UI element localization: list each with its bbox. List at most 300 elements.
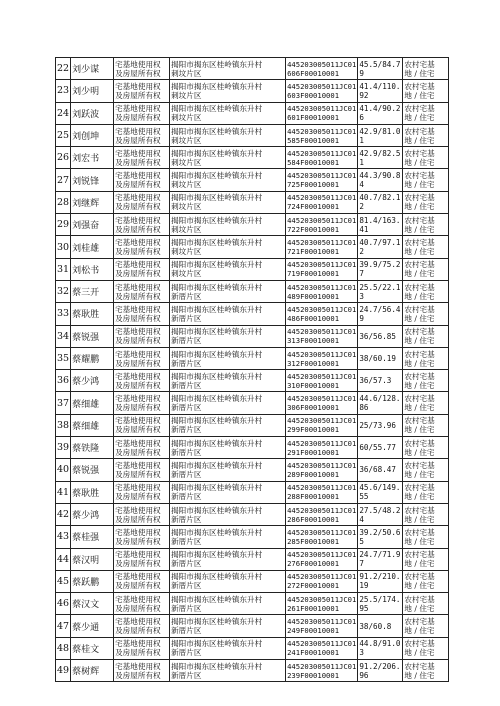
location: 揭阳市揭东区桂岭镇东升村 新厝片区 <box>171 438 263 457</box>
land-use: 农村宅基 地 / 住宅 <box>404 148 435 167</box>
unit-code-cell <box>286 325 358 347</box>
location-cell <box>170 236 286 258</box>
right-type-cell <box>114 526 170 548</box>
unit-code-cell <box>286 481 358 503</box>
owner-name-cell <box>71 58 114 80</box>
right-type: 宅基地使用权 及房屋所有权 <box>115 104 161 123</box>
row-number: 35 <box>57 353 70 364</box>
row-number: 41 <box>57 486 70 498</box>
owner-name: 蔡耿胜 <box>72 488 100 499</box>
location-cell <box>170 637 286 659</box>
area-value: 24.7/56.4 9 <box>359 304 401 323</box>
right-type: 宅基地使用权 及房屋所有权 <box>115 460 161 479</box>
area-value: 38/60.19 <box>359 354 396 363</box>
unit-code-cell <box>286 637 358 659</box>
table-row <box>56 236 449 258</box>
row-number: 29 <box>57 219 70 231</box>
right-type: 宅基地使用权 及房屋所有权 <box>115 639 161 658</box>
area-value: 25.5/22.1 3 <box>359 282 401 301</box>
table-row <box>56 637 449 659</box>
location: 揭阳市揭东区桂岭镇东升村 新厝片区 <box>171 661 263 680</box>
owner-name: 蔡耿胜 <box>72 310 100 321</box>
area-value-cell <box>358 481 403 503</box>
area-value: 42.9/82.5 1 <box>359 148 401 167</box>
land-use: 农村宅基 地 / 住宅 <box>404 193 435 212</box>
unit-code: 445203005011JC01 601F00010001 <box>287 104 357 123</box>
table-row <box>56 102 449 124</box>
location: 揭阳市揭东区桂岭镇东升村 新厝片区 <box>171 460 263 479</box>
unit-code-cell <box>286 58 358 80</box>
right-type: 宅基地使用权 及房屋所有权 <box>115 661 161 680</box>
area-value-cell <box>358 414 403 436</box>
owner-name: 刘少明 <box>72 87 100 98</box>
land-use-cell <box>403 637 449 659</box>
owner-name-cell <box>71 459 114 481</box>
area-value-cell <box>358 124 403 146</box>
right-type-cell <box>114 548 170 570</box>
area-value: 91.2/210. 19 <box>359 572 401 591</box>
location: 揭阳市揭东区桂岭镇东升村 新厝片区 <box>171 327 263 346</box>
location-cell <box>170 258 286 280</box>
land-use: 农村宅基 地 / 住宅 <box>404 416 435 435</box>
land-use-cell <box>403 169 449 191</box>
area-value: 36/68.47 <box>359 465 396 475</box>
land-use: 农村宅基 地 / 住宅 <box>404 594 435 613</box>
row-number-cell <box>56 637 71 659</box>
row-number-cell <box>56 615 71 637</box>
location-cell <box>170 124 286 146</box>
unit-code-cell <box>286 370 358 392</box>
right-type-cell <box>114 503 170 525</box>
row-number-cell <box>56 370 71 392</box>
area-value-cell <box>358 593 403 615</box>
location: 揭阳市揭东区桂岭镇东升村 刺坟片区 <box>171 260 263 279</box>
unit-code: 445203005011JC01 584F00010001 <box>287 148 357 167</box>
row-number: 39 <box>57 442 70 454</box>
unit-code-cell <box>286 214 358 236</box>
row-number-cell <box>56 258 71 280</box>
right-type-cell <box>114 191 170 213</box>
right-type-cell <box>114 437 170 459</box>
row-number: 27 <box>57 174 70 186</box>
land-use: 农村宅基 地 / 住宅 <box>404 617 435 636</box>
right-type: 宅基地使用权 及房屋所有权 <box>115 215 161 234</box>
unit-code-cell <box>286 191 358 213</box>
land-use-cell <box>403 459 449 481</box>
unit-code-cell <box>286 593 358 615</box>
land-use-cell <box>403 593 449 615</box>
land-use: 农村宅基 地 / 住宅 <box>404 661 435 680</box>
owner-name-cell <box>71 392 114 414</box>
area-value-cell <box>358 147 403 169</box>
land-use-cell <box>403 325 449 347</box>
right-type: 宅基地使用权 及房屋所有权 <box>115 193 161 212</box>
table-row <box>56 124 449 146</box>
owner-name-cell <box>71 437 114 459</box>
area-value-cell <box>358 370 403 392</box>
row-number-cell <box>56 325 71 347</box>
land-use: 农村宅基 地 / 住宅 <box>404 327 435 346</box>
row-number-cell <box>56 660 71 682</box>
right-type-cell <box>114 124 170 146</box>
unit-code: 445203005011JC01 722F00010001 <box>287 215 357 234</box>
location: 揭阳市揭东区桂岭镇东升村 新厝片区 <box>171 527 263 546</box>
area-value-cell <box>358 325 403 347</box>
unit-code: 445203005011JC01 299F00010001 <box>287 416 357 435</box>
right-type-cell <box>114 280 170 302</box>
location-cell <box>170 459 286 481</box>
row-number-cell <box>56 459 71 481</box>
row-number-cell <box>56 503 71 525</box>
table-row <box>56 280 449 302</box>
owner-name-cell <box>71 570 114 592</box>
area-value: 45.6/149. 55 <box>359 483 401 502</box>
unit-code: 445203005011JC01 249F00010001 <box>287 617 357 636</box>
land-use-cell <box>403 191 449 213</box>
land-use: 农村宅基 地 / 住宅 <box>404 238 435 257</box>
row-number: 26 <box>57 152 70 164</box>
location: 揭阳市揭东区桂岭镇东升村 新厝片区 <box>171 505 263 524</box>
right-type-cell <box>114 102 170 124</box>
table-row <box>56 570 449 592</box>
area-value-cell <box>358 214 403 236</box>
row-number: 42 <box>57 509 70 521</box>
land-use-cell <box>403 481 449 503</box>
table-row <box>56 615 449 637</box>
unit-code: 445203005011JC01 603F00010001 <box>287 81 357 100</box>
area-value-cell <box>358 169 403 191</box>
owner-name-cell <box>71 548 114 570</box>
location: 揭阳市揭东区桂岭镇东升村 刺坟片区 <box>171 148 263 167</box>
land-use-cell <box>403 392 449 414</box>
table-row <box>56 660 449 682</box>
location-cell <box>170 58 286 80</box>
table-row <box>56 370 449 392</box>
area-value: 24.7/71.9 7 <box>359 550 401 569</box>
area-value: 81.4/163. 41 <box>359 215 401 234</box>
table-row <box>56 80 449 102</box>
owner-name-cell <box>71 191 114 213</box>
unit-code: 445203005011JC01 291F00010001 <box>287 438 357 457</box>
row-number-cell <box>56 214 71 236</box>
location: 揭阳市揭东区桂岭镇东升村 新厝片区 <box>171 483 263 502</box>
unit-code-cell <box>286 414 358 436</box>
unit-code: 445203005011JC01 724F00010001 <box>287 193 357 212</box>
table-row <box>56 526 449 548</box>
location: 揭阳市揭东区桂岭镇东升村 新厝片区 <box>171 639 263 658</box>
unit-code: 445203005011JC01 585F00010001 <box>287 126 357 145</box>
right-type-cell <box>114 214 170 236</box>
owner-name-cell <box>71 169 114 191</box>
row-number-cell <box>56 280 71 302</box>
right-type-cell <box>114 58 170 80</box>
area-value-cell <box>358 459 403 481</box>
area-value-cell <box>358 526 403 548</box>
owner-name: 蔡桂强 <box>72 533 100 544</box>
right-type-cell <box>114 258 170 280</box>
unit-code: 445203005011JC01 721F00010001 <box>287 238 357 257</box>
table-row <box>56 258 449 280</box>
land-use: 农村宅基 地 / 住宅 <box>404 282 435 301</box>
row-number: 36 <box>57 375 70 387</box>
row-number: 47 <box>57 620 70 632</box>
land-use-cell <box>403 258 449 280</box>
row-number: 37 <box>57 397 70 409</box>
area-value: 44.8/91.0 3 <box>359 639 401 658</box>
row-number-cell <box>56 236 71 258</box>
right-type-cell <box>114 392 170 414</box>
right-type: 宅基地使用权 及房屋所有权 <box>115 394 161 413</box>
location-cell <box>170 147 286 169</box>
area-value: 40.7/82.1 2 <box>359 193 401 212</box>
location: 揭阳市揭东区桂岭镇东升村 刺坟片区 <box>171 59 263 78</box>
area-value-cell <box>358 191 403 213</box>
row-number: 32 <box>57 286 70 298</box>
unit-code: 445203005011JC01 285F00010001 <box>287 527 357 546</box>
land-use-cell <box>403 526 449 548</box>
location: 揭阳市揭东区桂岭镇东升村 新厝片区 <box>171 617 263 636</box>
location-cell <box>170 392 286 414</box>
unit-code: 445203005011JC01 272F00010001 <box>287 572 357 591</box>
area-value-cell <box>358 548 403 570</box>
unit-code: 445203005011JC01 261F00010001 <box>287 594 357 613</box>
owner-name: 蔡少通 <box>72 622 100 633</box>
owner-name: 蔡桂文 <box>72 644 100 655</box>
area-value: 25.5/174. 95 <box>359 594 401 613</box>
right-type-cell <box>114 660 170 682</box>
owner-name-cell <box>71 503 114 525</box>
location: 揭阳市揭东区桂岭镇东升村 刺坟片区 <box>171 193 263 212</box>
table-row <box>56 347 449 369</box>
right-type: 宅基地使用权 及房屋所有权 <box>115 238 161 257</box>
right-type-cell <box>114 325 170 347</box>
right-type-cell <box>114 593 170 615</box>
area-value-cell <box>358 347 403 369</box>
land-use: 农村宅基 地 / 住宅 <box>404 349 435 368</box>
row-number: 25 <box>57 130 70 142</box>
right-type: 宅基地使用权 及房屋所有权 <box>115 438 161 457</box>
land-use-cell <box>403 660 449 682</box>
location: 揭阳市揭东区桂岭镇东升村 新厝片区 <box>171 550 263 569</box>
owner-name: 蔡三开 <box>72 288 100 299</box>
row-number-cell <box>56 593 71 615</box>
row-number: 48 <box>57 642 70 654</box>
area-value: 36/57.3 <box>359 376 392 386</box>
location-cell <box>170 660 286 682</box>
unit-code-cell <box>286 280 358 302</box>
row-number: 31 <box>57 263 70 275</box>
location: 揭阳市揭东区桂岭镇东升村 刺坟片区 <box>171 215 263 234</box>
unit-code-cell <box>286 124 358 146</box>
owner-name-cell <box>71 347 114 369</box>
area-value: 44.3/90.8 4 <box>359 171 401 190</box>
owner-name: 蔡细雄 <box>72 421 100 432</box>
right-type-cell <box>114 169 170 191</box>
location: 揭阳市揭东区桂岭镇东升村 新厝片区 <box>171 282 263 301</box>
land-use-cell <box>403 548 449 570</box>
row-number: 38 <box>57 419 70 431</box>
area-value: 25/73.96 <box>359 420 396 430</box>
area-value: 27.5/48.2 4 <box>359 505 401 524</box>
unit-code: 445203005011JC01 606F00010001 <box>287 59 357 78</box>
land-use: 农村宅基 地 / 住宅 <box>404 460 435 479</box>
land-use-cell <box>403 214 449 236</box>
owner-name: 蔡耀鹏 <box>72 355 100 365</box>
location: 揭阳市揭东区桂岭镇东升村 新厝片区 <box>171 572 263 591</box>
unit-code-cell <box>286 169 358 191</box>
owner-name-cell <box>71 526 114 548</box>
land-use: 农村宅基 地 / 住宅 <box>404 260 435 279</box>
row-number-cell <box>56 147 71 169</box>
right-type: 宅基地使用权 及房屋所有权 <box>115 617 161 636</box>
right-type: 宅基地使用权 及房屋所有权 <box>115 59 161 78</box>
right-type-cell <box>114 481 170 503</box>
owner-name-cell <box>71 147 114 169</box>
table-row <box>56 214 449 236</box>
area-value-cell <box>358 503 403 525</box>
location: 揭阳市揭东区桂岭镇东升村 刺坟片区 <box>171 104 263 123</box>
owner-name: 蔡树辉 <box>72 667 100 678</box>
owner-name-cell <box>71 102 114 124</box>
land-use-cell <box>403 303 449 325</box>
owner-name-cell <box>71 660 114 682</box>
row-number-cell <box>56 80 71 102</box>
land-use-cell <box>403 124 449 146</box>
owner-name: 刘松书 <box>72 265 100 276</box>
row-number: 46 <box>57 598 70 610</box>
right-type: 宅基地使用权 及房屋所有权 <box>115 550 161 569</box>
right-type: 宅基地使用权 及房屋所有权 <box>115 527 161 546</box>
right-type: 宅基地使用权 及房屋所有权 <box>115 349 161 368</box>
location-cell <box>170 593 286 615</box>
unit-code: 445203005011JC01 486F00010001 <box>287 304 357 323</box>
land-use-cell <box>403 615 449 637</box>
right-type: 宅基地使用权 及房屋所有权 <box>115 126 161 145</box>
area-value: 39.2/50.6 5 <box>359 527 401 546</box>
row-number: 24 <box>57 107 70 119</box>
area-value-cell <box>358 303 403 325</box>
owner-name: 刘创坤 <box>72 132 100 143</box>
unit-code-cell <box>286 102 358 124</box>
unit-code-cell <box>286 437 358 459</box>
owner-name: 蔡少鸿 <box>72 377 100 388</box>
location-cell <box>170 80 286 102</box>
right-type: 宅基地使用权 及房屋所有权 <box>115 148 161 167</box>
location-cell <box>170 347 286 369</box>
unit-code: 445203005011JC01 719F00010001 <box>287 260 357 279</box>
area-value: 36/56.85 <box>359 331 396 341</box>
table-row <box>56 303 449 325</box>
owner-name: 刘锐锋 <box>72 176 100 187</box>
location: 揭阳市揭东区桂岭镇东升村 刺坟片区 <box>171 126 263 145</box>
owner-name-cell <box>71 124 114 146</box>
land-use-cell <box>403 570 449 592</box>
right-type-cell <box>114 236 170 258</box>
location-cell <box>170 370 286 392</box>
right-type-cell <box>114 147 170 169</box>
area-value-cell <box>358 437 403 459</box>
unit-code: 445203005011JC01 241F00010001 <box>287 639 357 658</box>
area-value-cell <box>358 660 403 682</box>
land-use-cell <box>403 58 449 80</box>
land-use: 农村宅基 地 / 住宅 <box>404 572 435 591</box>
row-number-cell <box>56 392 71 414</box>
unit-code-cell <box>286 526 358 548</box>
right-type: 宅基地使用权 及房屋所有权 <box>115 572 161 591</box>
area-value-cell <box>358 570 403 592</box>
area-value: 41.4/110. 92 <box>359 81 401 100</box>
owner-name-cell <box>71 637 114 659</box>
location-cell <box>170 303 286 325</box>
row-number-cell <box>56 303 71 325</box>
row-number: 45 <box>57 575 70 587</box>
location-cell <box>170 437 286 459</box>
right-type: 宅基地使用权 及房屋所有权 <box>115 505 161 524</box>
land-use: 农村宅基 地 / 住宅 <box>404 126 435 145</box>
unit-code-cell <box>286 548 358 570</box>
land-use: 农村宅基 地 / 住宅 <box>404 438 435 457</box>
area-value-cell <box>358 392 403 414</box>
table-row <box>56 459 449 481</box>
owner-name: 刘桂雄 <box>72 243 100 254</box>
owner-name-cell <box>71 370 114 392</box>
right-type-cell <box>114 615 170 637</box>
table-row <box>56 437 449 459</box>
unit-code-cell <box>286 392 358 414</box>
area-value: 91.2/206. 96 <box>359 661 401 680</box>
land-use-cell <box>403 347 449 369</box>
owner-name-cell <box>71 258 114 280</box>
land-use-cell <box>403 80 449 102</box>
area-value-cell <box>358 637 403 659</box>
row-number-cell <box>56 58 71 80</box>
unit-code: 445203005011JC01 276F00010001 <box>287 550 357 569</box>
area-value: 38/60.8 <box>359 621 392 631</box>
row-number-cell <box>56 414 71 436</box>
unit-code: 445203005011JC01 313F00010001 <box>287 327 357 346</box>
right-type-cell <box>114 80 170 102</box>
area-value: 42.9/81.0 1 <box>359 126 401 145</box>
row-number-cell <box>56 347 71 369</box>
owner-name: 蔡汉文 <box>72 600 100 611</box>
location: 揭阳市揭东区桂岭镇东升村 新厝片区 <box>171 416 263 435</box>
unit-code-cell <box>286 258 358 280</box>
row-number: 40 <box>57 464 70 476</box>
owner-name-cell <box>71 481 114 503</box>
location-cell <box>170 169 286 191</box>
row-number: 44 <box>57 553 70 565</box>
registry-table-body <box>56 58 449 682</box>
location-cell <box>170 481 286 503</box>
owner-name: 蔡汉明 <box>72 555 100 566</box>
location: 揭阳市揭东区桂岭镇东升村 刺坟片区 <box>171 238 263 257</box>
location: 揭阳市揭东区桂岭镇东升村 新厝片区 <box>171 349 263 368</box>
land-use: 农村宅基 地 / 住宅 <box>404 505 435 524</box>
area-value: 39.9/75.2 7 <box>359 260 401 279</box>
location-cell <box>170 503 286 525</box>
unit-code-cell <box>286 459 358 481</box>
row-number: 30 <box>57 241 70 253</box>
owner-name-cell <box>71 414 114 436</box>
right-type-cell <box>114 370 170 392</box>
owner-name-cell <box>71 303 114 325</box>
owner-name: 刘强奋 <box>72 221 100 232</box>
table-row <box>56 325 449 347</box>
location: 揭阳市揭东区桂岭镇东升村 新厝片区 <box>171 304 263 323</box>
area-value-cell <box>358 258 403 280</box>
area-value: 44.6/128. 86 <box>359 394 401 413</box>
table-row <box>56 147 449 169</box>
